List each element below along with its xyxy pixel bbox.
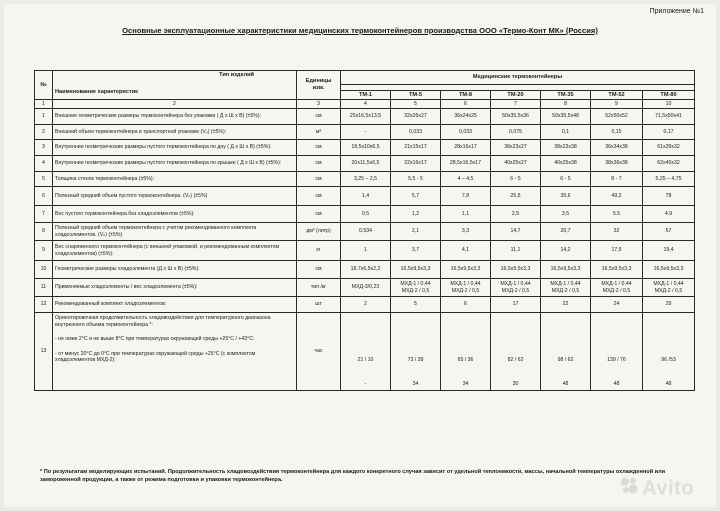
row-value: 18,5х10х6,5 bbox=[341, 140, 391, 156]
row-value: 16,5х9,5х3,3 bbox=[391, 261, 441, 279]
row-value: 0,033 bbox=[391, 125, 441, 140]
row-value: 20,7 bbox=[541, 223, 591, 241]
row13-value bbox=[441, 313, 491, 391]
row13-value-a: 73 / 39 bbox=[407, 356, 424, 363]
header-colnum: 3 bbox=[297, 100, 341, 109]
row-name: Рекомендованный комплект хладоэлементов: bbox=[53, 297, 297, 313]
row-value: 16,5х9,5х3,3 bbox=[541, 261, 591, 279]
row13-intro: Ориентировочная продолжительность хладовоздействия для температурного диапазона внутреннего объема термоконтейнера *: bbox=[55, 315, 271, 328]
row13-value-a: 21 / 10 bbox=[357, 356, 374, 363]
row-value: МХД-1 / 0,44 МХД-2 / 0,5 bbox=[491, 279, 541, 297]
row-name: Вес снаряженного термоконтейнера (с внешней упаковкой, и рекомендованным комплектом хладоэлементов) (±5%): bbox=[53, 241, 297, 261]
row13-value-a: 82 / 62 bbox=[507, 356, 524, 363]
row-value: 52х50х52 bbox=[591, 109, 643, 125]
row-value: МХД-1 / 0,44 МХД-2 / 0,5 bbox=[591, 279, 643, 297]
row-value: 11,1 bbox=[491, 241, 541, 261]
header-colnum: 2 bbox=[53, 100, 297, 109]
row-value: 0,17 bbox=[643, 125, 695, 140]
header-model: ТМ-1 bbox=[341, 91, 391, 100]
header-model: ТМ-52 bbox=[591, 91, 643, 100]
row-name: Вес пустого термоконтейнера без хладоэлементов (±5%): bbox=[53, 206, 297, 223]
row-value: 3,7 bbox=[391, 241, 441, 261]
row-value: 0,5 bbox=[341, 206, 391, 223]
row-value: 21х15х17 bbox=[391, 140, 441, 156]
row-value: 1,4 bbox=[341, 187, 391, 206]
row-value: 61х39х32 bbox=[643, 140, 695, 156]
row13-unit: час bbox=[297, 313, 341, 391]
header-colnum: 8 bbox=[541, 100, 591, 109]
header-type-label: Тип изделий bbox=[219, 72, 254, 78]
row13-part1: - не ниже 2°С и не выше 8°С при температурах окружающей среды +25°С / +43°С: bbox=[55, 336, 255, 342]
header-colnum: 6 bbox=[441, 100, 491, 109]
header-name-label: Наименование характеристик bbox=[55, 88, 138, 95]
row13-value bbox=[541, 313, 591, 391]
row-value: 5,7 bbox=[391, 187, 441, 206]
header-colnum: 5 bbox=[391, 100, 441, 109]
header-num: № bbox=[35, 71, 53, 100]
row-value: 5,5 - 5 bbox=[391, 172, 441, 187]
row-name: Внутренние геометрические размеры пустого термоконтейнера по крышке ( Д х Ш х В) (±5%): bbox=[53, 156, 297, 172]
row-value: 38х23х27 bbox=[491, 140, 541, 156]
header-model: ТМ-20 bbox=[491, 91, 541, 100]
row-unit: см bbox=[297, 206, 341, 223]
row-value: 28х16х17 bbox=[441, 140, 491, 156]
appendix-label: Приложение №1 bbox=[649, 8, 704, 15]
row-value: 7,8 bbox=[441, 187, 491, 206]
document-title: Основные эксплуатационные характеристики медицинских термоконтейнеров производства ООО «Термо-Конт МК» (Россия) bbox=[122, 26, 598, 35]
row-num: 1 bbox=[35, 109, 53, 125]
row13-value bbox=[643, 313, 695, 391]
row-value: - bbox=[341, 125, 391, 140]
table-row bbox=[35, 279, 695, 297]
header-model: ТМ-8 bbox=[441, 91, 491, 100]
row-value: 17 bbox=[491, 297, 541, 313]
row13-part2: - от минус 20°С до 0°С при температурах окружающей среды +25°С (с комплектом хладоэлементов МХД-2): bbox=[55, 350, 256, 363]
header-unit: Единицы изм. bbox=[297, 71, 341, 100]
header-colnum: 7 bbox=[491, 100, 541, 109]
avito-logo-icon bbox=[619, 476, 639, 502]
row13-value-b: - bbox=[364, 381, 367, 387]
row-value: 1,1 bbox=[441, 206, 491, 223]
row-value: 35,6 bbox=[541, 187, 591, 206]
row-value: МХД-1 / 0,44 МХД-2 / 0,5 bbox=[391, 279, 441, 297]
row13-value-a: 65 / 36 bbox=[457, 356, 474, 363]
header-colnums-row bbox=[35, 100, 695, 109]
table-row bbox=[35, 156, 695, 172]
row-value: 5.5 bbox=[591, 206, 643, 223]
row13-value-b: 34 bbox=[462, 381, 469, 387]
row-value: 4 – 4,5 bbox=[441, 172, 491, 187]
row-num: 10 bbox=[35, 261, 53, 279]
row-num: 11 bbox=[35, 279, 53, 297]
row-value: 16,5х9,5х3,3 bbox=[643, 261, 695, 279]
row13-value-b: 30 bbox=[512, 381, 519, 387]
row-value: 0,1 bbox=[541, 125, 591, 140]
table-row bbox=[35, 187, 695, 206]
row-value: 24 bbox=[591, 297, 643, 313]
row-value: 3,5 bbox=[541, 206, 591, 223]
table-row bbox=[35, 172, 695, 187]
row-value: 0,15 bbox=[591, 125, 643, 140]
row-value: МХД-3/0,23 bbox=[341, 279, 391, 297]
row-name: Внешний объем термоконтейнера в транспортной упаковке (Vₒ) (±5%): bbox=[53, 125, 297, 140]
table-row bbox=[35, 261, 695, 279]
row-value: МХД-1 / 0,44 МХД-2 / 0,5 bbox=[643, 279, 695, 297]
table-row bbox=[35, 241, 695, 261]
row-value: 32 bbox=[591, 223, 643, 241]
row13-value bbox=[491, 313, 541, 391]
row-num: 5 bbox=[35, 172, 53, 187]
table-row-13 bbox=[35, 313, 695, 391]
row-value: 57 bbox=[643, 223, 695, 241]
row-value: 20х11,5х6,5 bbox=[341, 156, 391, 172]
header-model: ТМ-5 bbox=[391, 91, 441, 100]
row-value: 6 bbox=[441, 297, 491, 313]
row-value: 40х25х38 bbox=[541, 156, 591, 172]
row-value: 71,5х50х41 bbox=[643, 109, 695, 125]
row-value: 5 bbox=[391, 297, 441, 313]
row13-value-a: 98 / 62 bbox=[557, 356, 574, 363]
row-value: 22 bbox=[541, 297, 591, 313]
row-value: 40х25х27 bbox=[491, 156, 541, 172]
row-value: 3,3 bbox=[441, 223, 491, 241]
row-value: 25х16,5х13,5 bbox=[341, 109, 391, 125]
row-value: 4.9 bbox=[643, 206, 695, 223]
row-value: 62х40х32 bbox=[643, 156, 695, 172]
row-value: МХД-1 / 0,44 МХД-2 / 0,5 bbox=[441, 279, 491, 297]
row-value: 2,1 bbox=[391, 223, 441, 241]
row-unit: шт bbox=[297, 297, 341, 313]
table-row bbox=[35, 297, 695, 313]
row-name: Внешние геометрические размеры термоконтейнера без упаковки ( Д х Ш х В) (±5%): bbox=[53, 109, 297, 125]
row-unit: см bbox=[297, 156, 341, 172]
row-name: Применяемые хладоэлементы / вес хладоэлемента (±5%): bbox=[53, 279, 297, 297]
row-name: Внутренние геометрические размеры пустого термоконтейнера по дну ( Д х Ш х В) (±5%): bbox=[53, 140, 297, 156]
row-value: 5,25 – 4,75 bbox=[643, 172, 695, 187]
watermark bbox=[619, 476, 694, 502]
row-value: 78 bbox=[643, 187, 695, 206]
row-unit: дм³ (литр) bbox=[297, 223, 341, 241]
table-row bbox=[35, 140, 695, 156]
row-unit: см bbox=[297, 172, 341, 187]
table-row bbox=[35, 125, 695, 140]
row-value: 32х26х27 bbox=[391, 109, 441, 125]
document-page bbox=[4, 4, 716, 507]
row-unit: см bbox=[297, 187, 341, 206]
row-num: 2 bbox=[35, 125, 53, 140]
row-value: 0,033 bbox=[441, 125, 491, 140]
row-num: 3 bbox=[35, 140, 53, 156]
row13-value bbox=[391, 313, 441, 391]
row-value: 50х35,5х36 bbox=[491, 109, 541, 125]
footnote: * По результатам моделирующих испытаний. Продолжительность хладовоздействия термоконтейнера для каждого конкретного случая зависит от удельной теплоемкости, массы, начальной температуры охлажденной или замороженной продукции, а также от режима подготовки и упаковки термоконтейнера. bbox=[40, 469, 666, 484]
table-row bbox=[35, 109, 695, 125]
row-unit: см bbox=[297, 109, 341, 125]
header-colnum: 1 bbox=[35, 100, 53, 109]
row13-value-b: 48 bbox=[562, 381, 569, 387]
row-name: Полезный средний объем пустого термоконтейнера. (Vₙ) (±5%) bbox=[53, 187, 297, 206]
row-value: 0,534 bbox=[341, 223, 391, 241]
row-name: Полезный средний объем термоконтейнера с учетом рекомендованного комплекта хладоэлементов. (Vₙ) (±5%) bbox=[53, 223, 297, 241]
row-value: 16,5х9,5х3,3 bbox=[441, 261, 491, 279]
row-num: 4 bbox=[35, 156, 53, 172]
row-value: 6 - 5 bbox=[541, 172, 591, 187]
row13-value-b: 34 bbox=[412, 381, 419, 387]
row-value: МХД-1 / 0,44 МХД-2 / 0,5 bbox=[541, 279, 591, 297]
table-row bbox=[35, 223, 695, 241]
row-value: 4,1 bbox=[441, 241, 491, 261]
row-value: 0,075 bbox=[491, 125, 541, 140]
row-num: 8 bbox=[35, 223, 53, 241]
row-value: 17,5 bbox=[591, 241, 643, 261]
row-value: 38х36х38 bbox=[591, 156, 643, 172]
row-value: 2,5 bbox=[491, 206, 541, 223]
header-colnum: 9 bbox=[591, 100, 643, 109]
row-value: 2 bbox=[341, 297, 391, 313]
row-unit: см bbox=[297, 261, 341, 279]
row-num: 13 bbox=[35, 313, 53, 391]
row-value: 50х35,5х48 bbox=[541, 109, 591, 125]
row-num: 12 bbox=[35, 297, 53, 313]
row13-value bbox=[591, 313, 643, 391]
row13-value-a: 139 / 76 bbox=[607, 356, 626, 363]
row13-value-b: 48 bbox=[613, 381, 620, 387]
row-value: 18,7х6,5х2,2 bbox=[341, 261, 391, 279]
header-name-cell bbox=[53, 71, 297, 100]
row-value: 28,5х16,5х17 bbox=[441, 156, 491, 172]
header-model: ТМ-80 bbox=[643, 91, 695, 100]
row-value: 25,5 bbox=[491, 187, 541, 206]
row13-value-b: 48 bbox=[665, 381, 672, 387]
row-name: Толщина стенок термоконтейнера (±5%): bbox=[53, 172, 297, 187]
row-value: 49,2 bbox=[591, 187, 643, 206]
row-value: 16,5х9,5х3,3 bbox=[491, 261, 541, 279]
row-value: 6 - 5 bbox=[491, 172, 541, 187]
row-value: 29 bbox=[643, 297, 695, 313]
row-value: 38х23х38 bbox=[541, 140, 591, 156]
row-value: 3,25 – 2,5 bbox=[341, 172, 391, 187]
table-body bbox=[35, 109, 695, 313]
row-name: Геометрические размеры хладоэлемента (Д х Ш х В) (±5%): bbox=[53, 261, 297, 279]
row13-value-a: 96 /53 bbox=[661, 356, 676, 363]
row-value: 14,7 bbox=[491, 223, 541, 241]
header-colnum: 10 bbox=[643, 100, 695, 109]
row-num: 9 bbox=[35, 241, 53, 261]
row-value: 14,2 bbox=[541, 241, 591, 261]
row-unit: кг bbox=[297, 241, 341, 261]
row-value: 8 - 7 bbox=[591, 172, 643, 187]
row13-text bbox=[53, 313, 297, 391]
row-num: 7 bbox=[35, 206, 53, 223]
specs-table bbox=[34, 70, 695, 391]
row-value: 19,4 bbox=[643, 241, 695, 261]
header-model: ТМ-35 bbox=[541, 91, 591, 100]
watermark-text: Avito bbox=[642, 477, 694, 500]
row-value: 22х16х17 bbox=[391, 156, 441, 172]
row-value: 36х24х25 bbox=[441, 109, 491, 125]
row-value: 36х34х38 bbox=[591, 140, 643, 156]
row-unit: м³ bbox=[297, 125, 341, 140]
row-value: 1,2 bbox=[391, 206, 441, 223]
row-num: 6 bbox=[35, 187, 53, 206]
row-unit: см bbox=[297, 140, 341, 156]
table-row bbox=[35, 206, 695, 223]
header-group: Медицинские термоконтейнеры bbox=[341, 71, 695, 85]
row-value: 1 bbox=[341, 241, 391, 261]
header-colnum: 4 bbox=[341, 100, 391, 109]
row-value: 16,5х9,5х3,3 bbox=[591, 261, 643, 279]
row13-value bbox=[341, 313, 391, 391]
row-unit: тип /кг bbox=[297, 279, 341, 297]
